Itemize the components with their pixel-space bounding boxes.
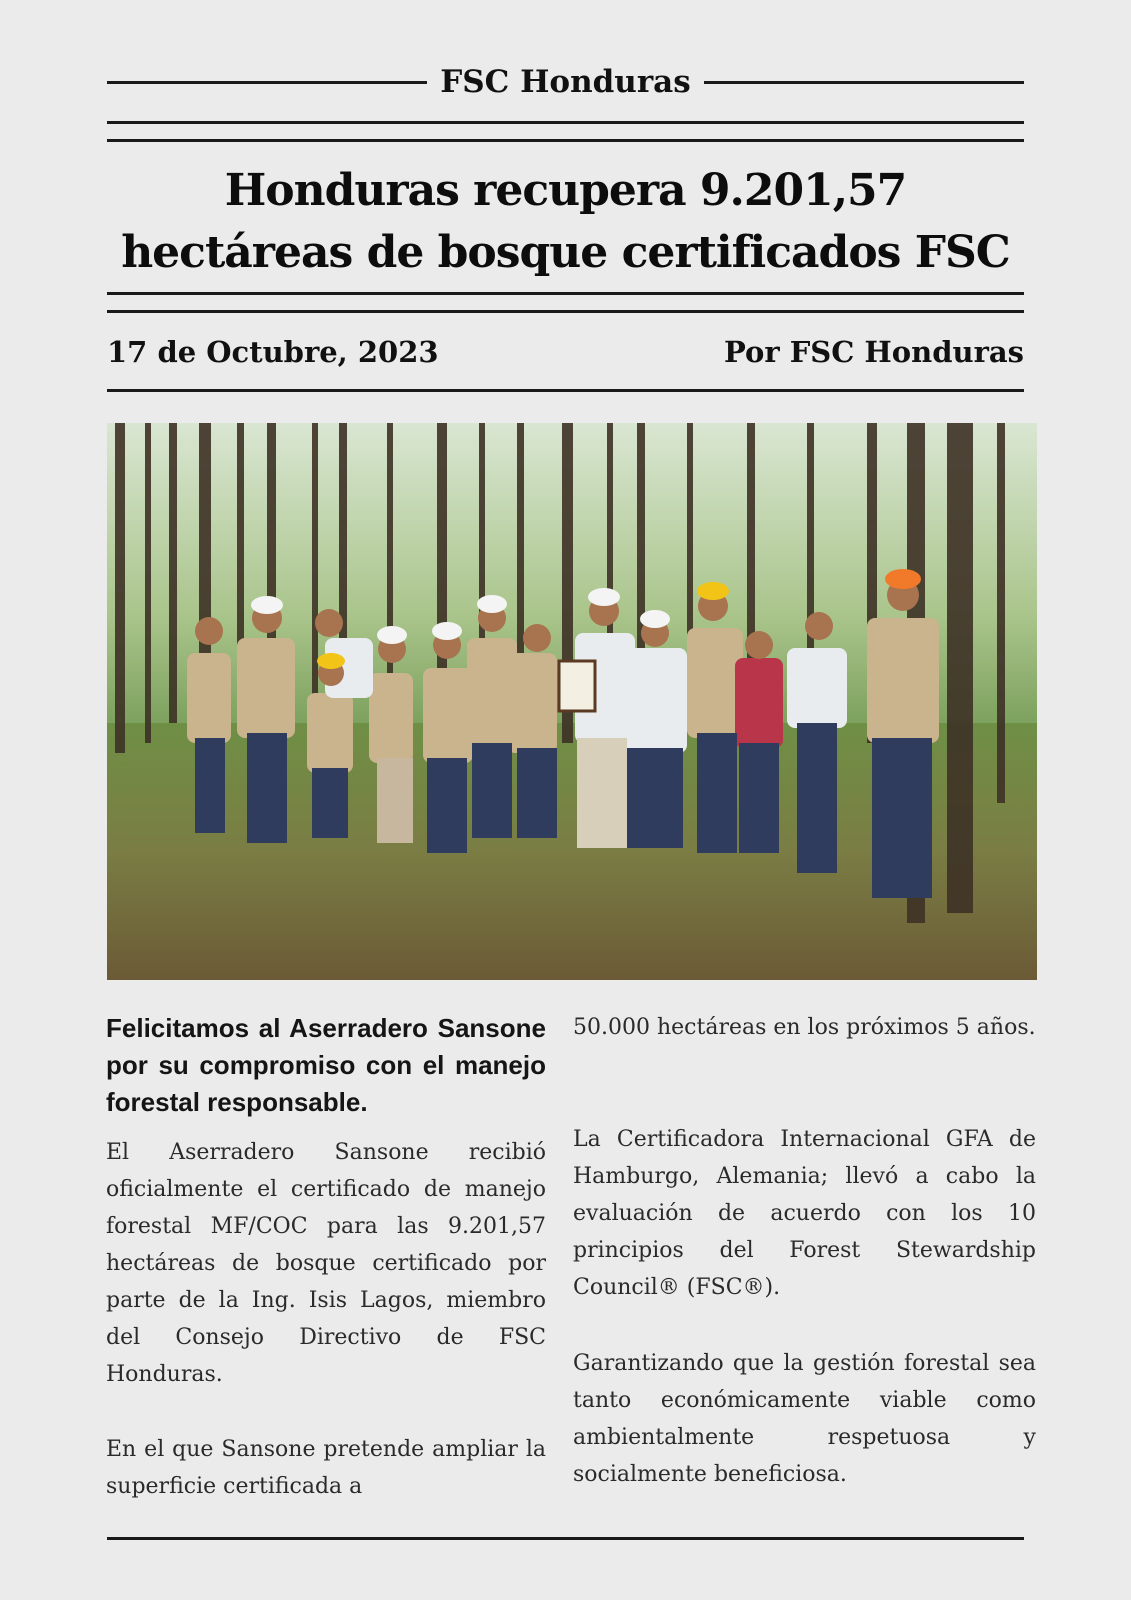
headline-rule-bottom-1 [107, 292, 1024, 295]
headline-rule-top-2 [107, 139, 1024, 142]
body-paragraph-4: La Certificadora Internacional GFA de Hamburgo, Alemania; llevó a cabo la evaluación de acuerdo con los 10 principios del Forest Stewardship Council® (FSC®). [573, 1127, 1036, 1300]
body-paragraph-1: El Aserradero Sansone recibió oficialmente el certificado de manejo forestal MF/COC para las 9.201,57 hectáreas de bosque certificado por parte de la Ing. Isis Lagos, miembro del Consejo Directivo de FSC Honduras. [106, 1140, 546, 1387]
article-date: 17 de Octubre, 2023 [107, 335, 439, 369]
body-paragraph-5: Garantizando que la gestión forestal sea tanto económicamente viable como ambientalmente respetuosa y socialmente beneficiosa. [573, 1351, 1036, 1487]
article-headline: Honduras recupera 9.201,57 hectáreas de bosque certificados FSC [121, 165, 1010, 278]
forest-group-photo [107, 423, 1037, 980]
headline-rule-top-1 [107, 121, 1024, 124]
body-paragraph-2: En el que Sansone pretende ampliar la superficie certificada a [106, 1437, 546, 1499]
masthead-title: FSC Honduras [440, 64, 691, 100]
meta-rule [107, 389, 1024, 392]
article-byline: Por FSC Honduras [723, 335, 1024, 369]
article-photo [107, 423, 1037, 980]
article-lead: Felicitamos al Aserradero Sansone por su compromiso con el manejo forestal responsable. [106, 1013, 546, 1117]
body-paragraph-3: 50.000 hectáreas en los próximos 5 años. [573, 1015, 1036, 1040]
footer-rule [107, 1537, 1024, 1540]
headline-rule-bottom-2 [107, 310, 1024, 313]
